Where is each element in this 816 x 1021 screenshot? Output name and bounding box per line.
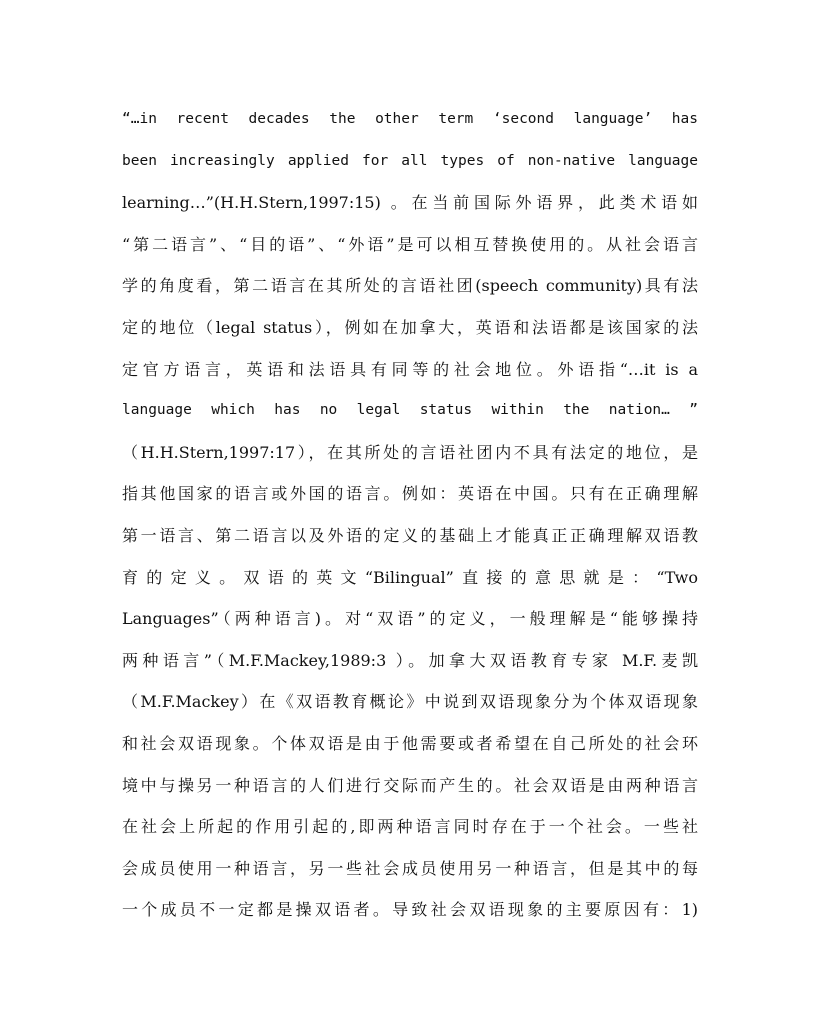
text-line: language which has no legal status within the nation… ” (122, 402, 698, 419)
text-line: （M.F.Mackey）在《双语教育概论》中说到双语现象分为个体双语现象 (122, 692, 698, 712)
text-line: 在社会上所起的作用引起的,即两种语言同时存在于一个社会。一些社 (122, 817, 698, 837)
text-line: 会成员使用一种语言，另一些社会成员使用另一种语言，但是其中的每 (122, 858, 698, 878)
text-line: 育的定义。双语的英文“Bilingual”直接的意思就是：“Two (122, 567, 698, 587)
text-line: “第二语言”、“目的语”、“外语”是可以相互替换使用的。从社会语言 (122, 234, 698, 254)
text-line: 一个成员不一定都是操双语者。导致社会双语现象的主要原因有：1) (122, 900, 698, 920)
text-line: Languages”（两种语言)。对“双语”的定义，一般理解是“能够操持 (122, 609, 698, 629)
text-line: “…in recent decades the other term ‘second language’ has (122, 111, 698, 127)
text-line: 第一语言、第二语言以及外语的定义的基础上才能真正正确理解双语教 (122, 525, 698, 545)
text-line: 定官方语言，英语和法语具有同等的社会地位。外语指“…it is a (122, 359, 698, 379)
text-line: （H.H.Stern,1997:17），在其所处的言语社团内不具有法定的地位，是 (122, 442, 698, 462)
text-line: been increasingly applied for all types of non-native language (122, 152, 698, 169)
text-line: learning…”(H.H.Stern,1997:15) 。在当前国际外语界，此类术语如 (122, 193, 698, 213)
text-line: 境中与操另一种语言的人们进行交际而产生的。社会双语是由两种语言 (122, 775, 698, 795)
text-line: 两种语言”（M.F.Mackey,1989:3 ）。加拿大双语教育专家 M.F.麦凯 (122, 650, 698, 670)
text-line: 指其他国家的语言或外国的语言。例如：英语在中国。只有在正确理解 (122, 484, 698, 504)
text-line: 学的角度看，第二语言在其所处的言语社团(speech community)具有法 (122, 276, 698, 296)
body-text (122, 99, 698, 931)
text-line: 和社会双语现象。个体双语是由于他需要或者希望在自己所处的社会环 (122, 733, 698, 753)
text-line: 定的地位（legal status），例如在加拿大，英语和法语都是该国家的法 (122, 317, 698, 337)
